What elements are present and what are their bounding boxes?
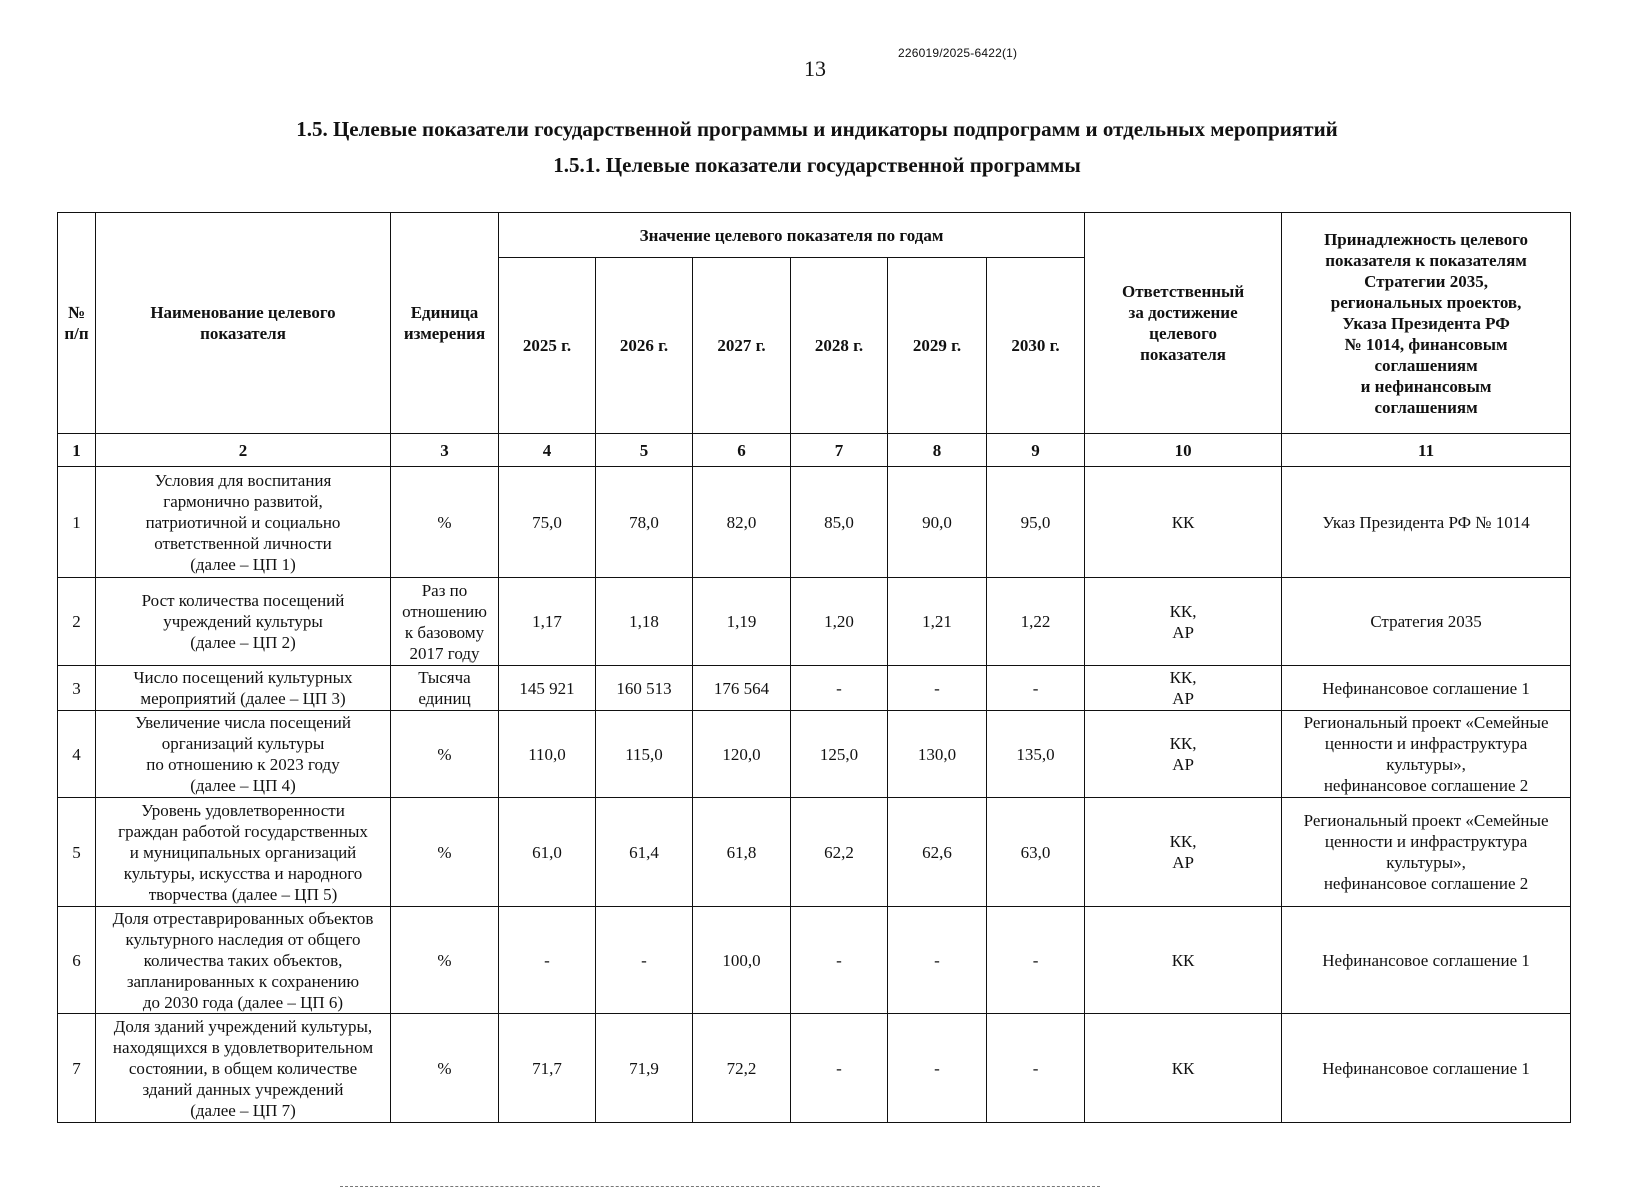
- value-2025: 61,0: [499, 798, 596, 907]
- column-number: 5: [596, 434, 693, 467]
- indicator-name: Рост количества посещений учреждений культуры (далее – ЦП 2): [96, 578, 391, 666]
- value-2030: 63,0: [987, 798, 1085, 907]
- header-year: 2025 г.: [499, 258, 596, 434]
- header-year: 2030 г.: [987, 258, 1085, 434]
- value-2028: 125,0: [791, 711, 888, 798]
- responsible: КК, АР: [1085, 666, 1282, 711]
- indicator-unit: %: [391, 711, 499, 798]
- indicator-name: Доля зданий учреждений культуры, находящихся в удовлетворительном состоянии, в общем количестве зданий данных учреждений (далее – ЦП 7): [96, 1014, 391, 1123]
- value-2028: 85,0: [791, 467, 888, 578]
- value-2029: -: [888, 1014, 987, 1123]
- value-2030: -: [987, 1014, 1085, 1123]
- table-row: [58, 1014, 1571, 1123]
- row-num: 7: [58, 1014, 96, 1123]
- indicator-name: Уровень удовлетворенности граждан работой государственных и муниципальных организаций культуры, искусства и народного творчества (далее – ЦП 5): [96, 798, 391, 907]
- indicator-unit: Раз по отношению к базовому 2017 году: [391, 578, 499, 666]
- header-num: № п/п: [58, 213, 96, 434]
- cut-off-next-content-divider: [340, 1186, 1100, 1189]
- value-2027: 72,2: [693, 1014, 791, 1123]
- value-2026: 160 513: [596, 666, 693, 711]
- table-row: [58, 578, 1571, 666]
- value-2025: 1,17: [499, 578, 596, 666]
- indicator-name: Доля отреставрированных объектов культурного наследия от общего количества таких объектов, запланированных к сохранению до 2030 года (далее – ЦП 6): [96, 907, 391, 1014]
- page-number: 13: [804, 56, 826, 81]
- header-row-top: [58, 213, 1571, 258]
- belonging: Нефинансовое соглашение 1: [1282, 907, 1571, 1014]
- header-name: Наименование целевого показателя: [96, 213, 391, 434]
- column-number: 8: [888, 434, 987, 467]
- row-num: 2: [58, 578, 96, 666]
- header-year: 2029 г.: [888, 258, 987, 434]
- belonging: Региональный проект «Семейные ценности и инфраструктура культуры», нефинансовое соглашение 2: [1282, 798, 1571, 907]
- column-number: 11: [1282, 434, 1571, 467]
- responsible: КК: [1085, 1014, 1282, 1123]
- value-2030: 135,0: [987, 711, 1085, 798]
- value-2026: 115,0: [596, 711, 693, 798]
- column-number: 1: [58, 434, 96, 467]
- indicator-unit: %: [391, 798, 499, 907]
- responsible: КК: [1085, 907, 1282, 1014]
- table-row: [58, 666, 1571, 711]
- indicator-unit: %: [391, 467, 499, 578]
- value-2027: 176 564: [693, 666, 791, 711]
- value-2030: -: [987, 666, 1085, 711]
- value-2026: -: [596, 907, 693, 1014]
- subsection-title: 1.5.1. Целевые показатели государственной программы: [553, 153, 1081, 177]
- value-2029: 1,21: [888, 578, 987, 666]
- value-2025: 71,7: [499, 1014, 596, 1123]
- indicator-unit: Тысяча единиц: [391, 666, 499, 711]
- indicator-name: Увеличение числа посещений организаций культуры по отношению к 2023 году (далее – ЦП 4): [96, 711, 391, 798]
- column-number-row: [58, 434, 1571, 467]
- column-number: 3: [391, 434, 499, 467]
- value-2029: 90,0: [888, 467, 987, 578]
- value-2026: 78,0: [596, 467, 693, 578]
- column-number: 6: [693, 434, 791, 467]
- indicator-name: Число посещений культурных мероприятий (далее – ЦП 3): [96, 666, 391, 711]
- responsible: КК, АР: [1085, 798, 1282, 907]
- value-2030: 95,0: [987, 467, 1085, 578]
- value-2029: 62,6: [888, 798, 987, 907]
- value-2026: 61,4: [596, 798, 693, 907]
- document-registration-code: 226019/2025-6422(1): [898, 46, 1018, 60]
- value-2025: 145 921: [499, 666, 596, 711]
- responsible: КК: [1085, 467, 1282, 578]
- indicator-name: Условия для воспитания гармонично развитой, патриотичной и социально ответственной личности (далее – ЦП 1): [96, 467, 391, 578]
- section-title: 1.5. Целевые показатели государственной программы и индикаторы подпрограмм и отдельных мероприятий: [296, 117, 1338, 141]
- target-indicators-table: [57, 212, 1571, 1123]
- value-2028: 1,20: [791, 578, 888, 666]
- row-num: 5: [58, 798, 96, 907]
- value-2029: -: [888, 907, 987, 1014]
- row-num: 6: [58, 907, 96, 1014]
- belonging: Нефинансовое соглашение 1: [1282, 666, 1571, 711]
- value-2026: 71,9: [596, 1014, 693, 1123]
- header-belonging: Принадлежность целевого показателя к показателям Стратегии 2035, региональных проектов, Указа Президента РФ № 1014, финансовым соглашениям и нефинансовым соглашениям: [1282, 213, 1571, 434]
- belonging: Стратегия 2035: [1282, 578, 1571, 666]
- table-row: [58, 798, 1571, 907]
- value-2026: 1,18: [596, 578, 693, 666]
- column-number: 7: [791, 434, 888, 467]
- value-2027: 100,0: [693, 907, 791, 1014]
- value-2030: -: [987, 907, 1085, 1014]
- header-responsible: Ответственный за достижение целевого показателя: [1085, 213, 1282, 434]
- column-number: 2: [96, 434, 391, 467]
- column-number: 9: [987, 434, 1085, 467]
- value-2029: 130,0: [888, 711, 987, 798]
- responsible: КК, АР: [1085, 578, 1282, 666]
- value-2027: 82,0: [693, 467, 791, 578]
- value-2028: -: [791, 666, 888, 711]
- row-num: 1: [58, 467, 96, 578]
- value-2028: 62,2: [791, 798, 888, 907]
- value-2025: 110,0: [499, 711, 596, 798]
- value-2028: -: [791, 907, 888, 1014]
- column-number: 10: [1085, 434, 1282, 467]
- value-2027: 1,19: [693, 578, 791, 666]
- header-unit: Единица измерения: [391, 213, 499, 434]
- value-2027: 61,8: [693, 798, 791, 907]
- header-year: 2027 г.: [693, 258, 791, 434]
- table-row: [58, 907, 1571, 1014]
- table-row: [58, 467, 1571, 578]
- column-number: 4: [499, 434, 596, 467]
- belonging: Региональный проект «Семейные ценности и инфраструктура культуры», нефинансовое соглашение 2: [1282, 711, 1571, 798]
- header-year: 2028 г.: [791, 258, 888, 434]
- row-num: 4: [58, 711, 96, 798]
- table-row: [58, 711, 1571, 798]
- indicator-unit: %: [391, 907, 499, 1014]
- indicator-unit: %: [391, 1014, 499, 1123]
- belonging: Указ Президента РФ № 1014: [1282, 467, 1571, 578]
- row-num: 3: [58, 666, 96, 711]
- header-year: 2026 г.: [596, 258, 693, 434]
- value-2028: -: [791, 1014, 888, 1123]
- value-2025: 75,0: [499, 467, 596, 578]
- value-2027: 120,0: [693, 711, 791, 798]
- responsible: КК, АР: [1085, 711, 1282, 798]
- value-2029: -: [888, 666, 987, 711]
- header-years-group: Значение целевого показателя по годам: [499, 213, 1085, 258]
- value-2030: 1,22: [987, 578, 1085, 666]
- value-2025: -: [499, 907, 596, 1014]
- belonging: Нефинансовое соглашение 1: [1282, 1014, 1571, 1123]
